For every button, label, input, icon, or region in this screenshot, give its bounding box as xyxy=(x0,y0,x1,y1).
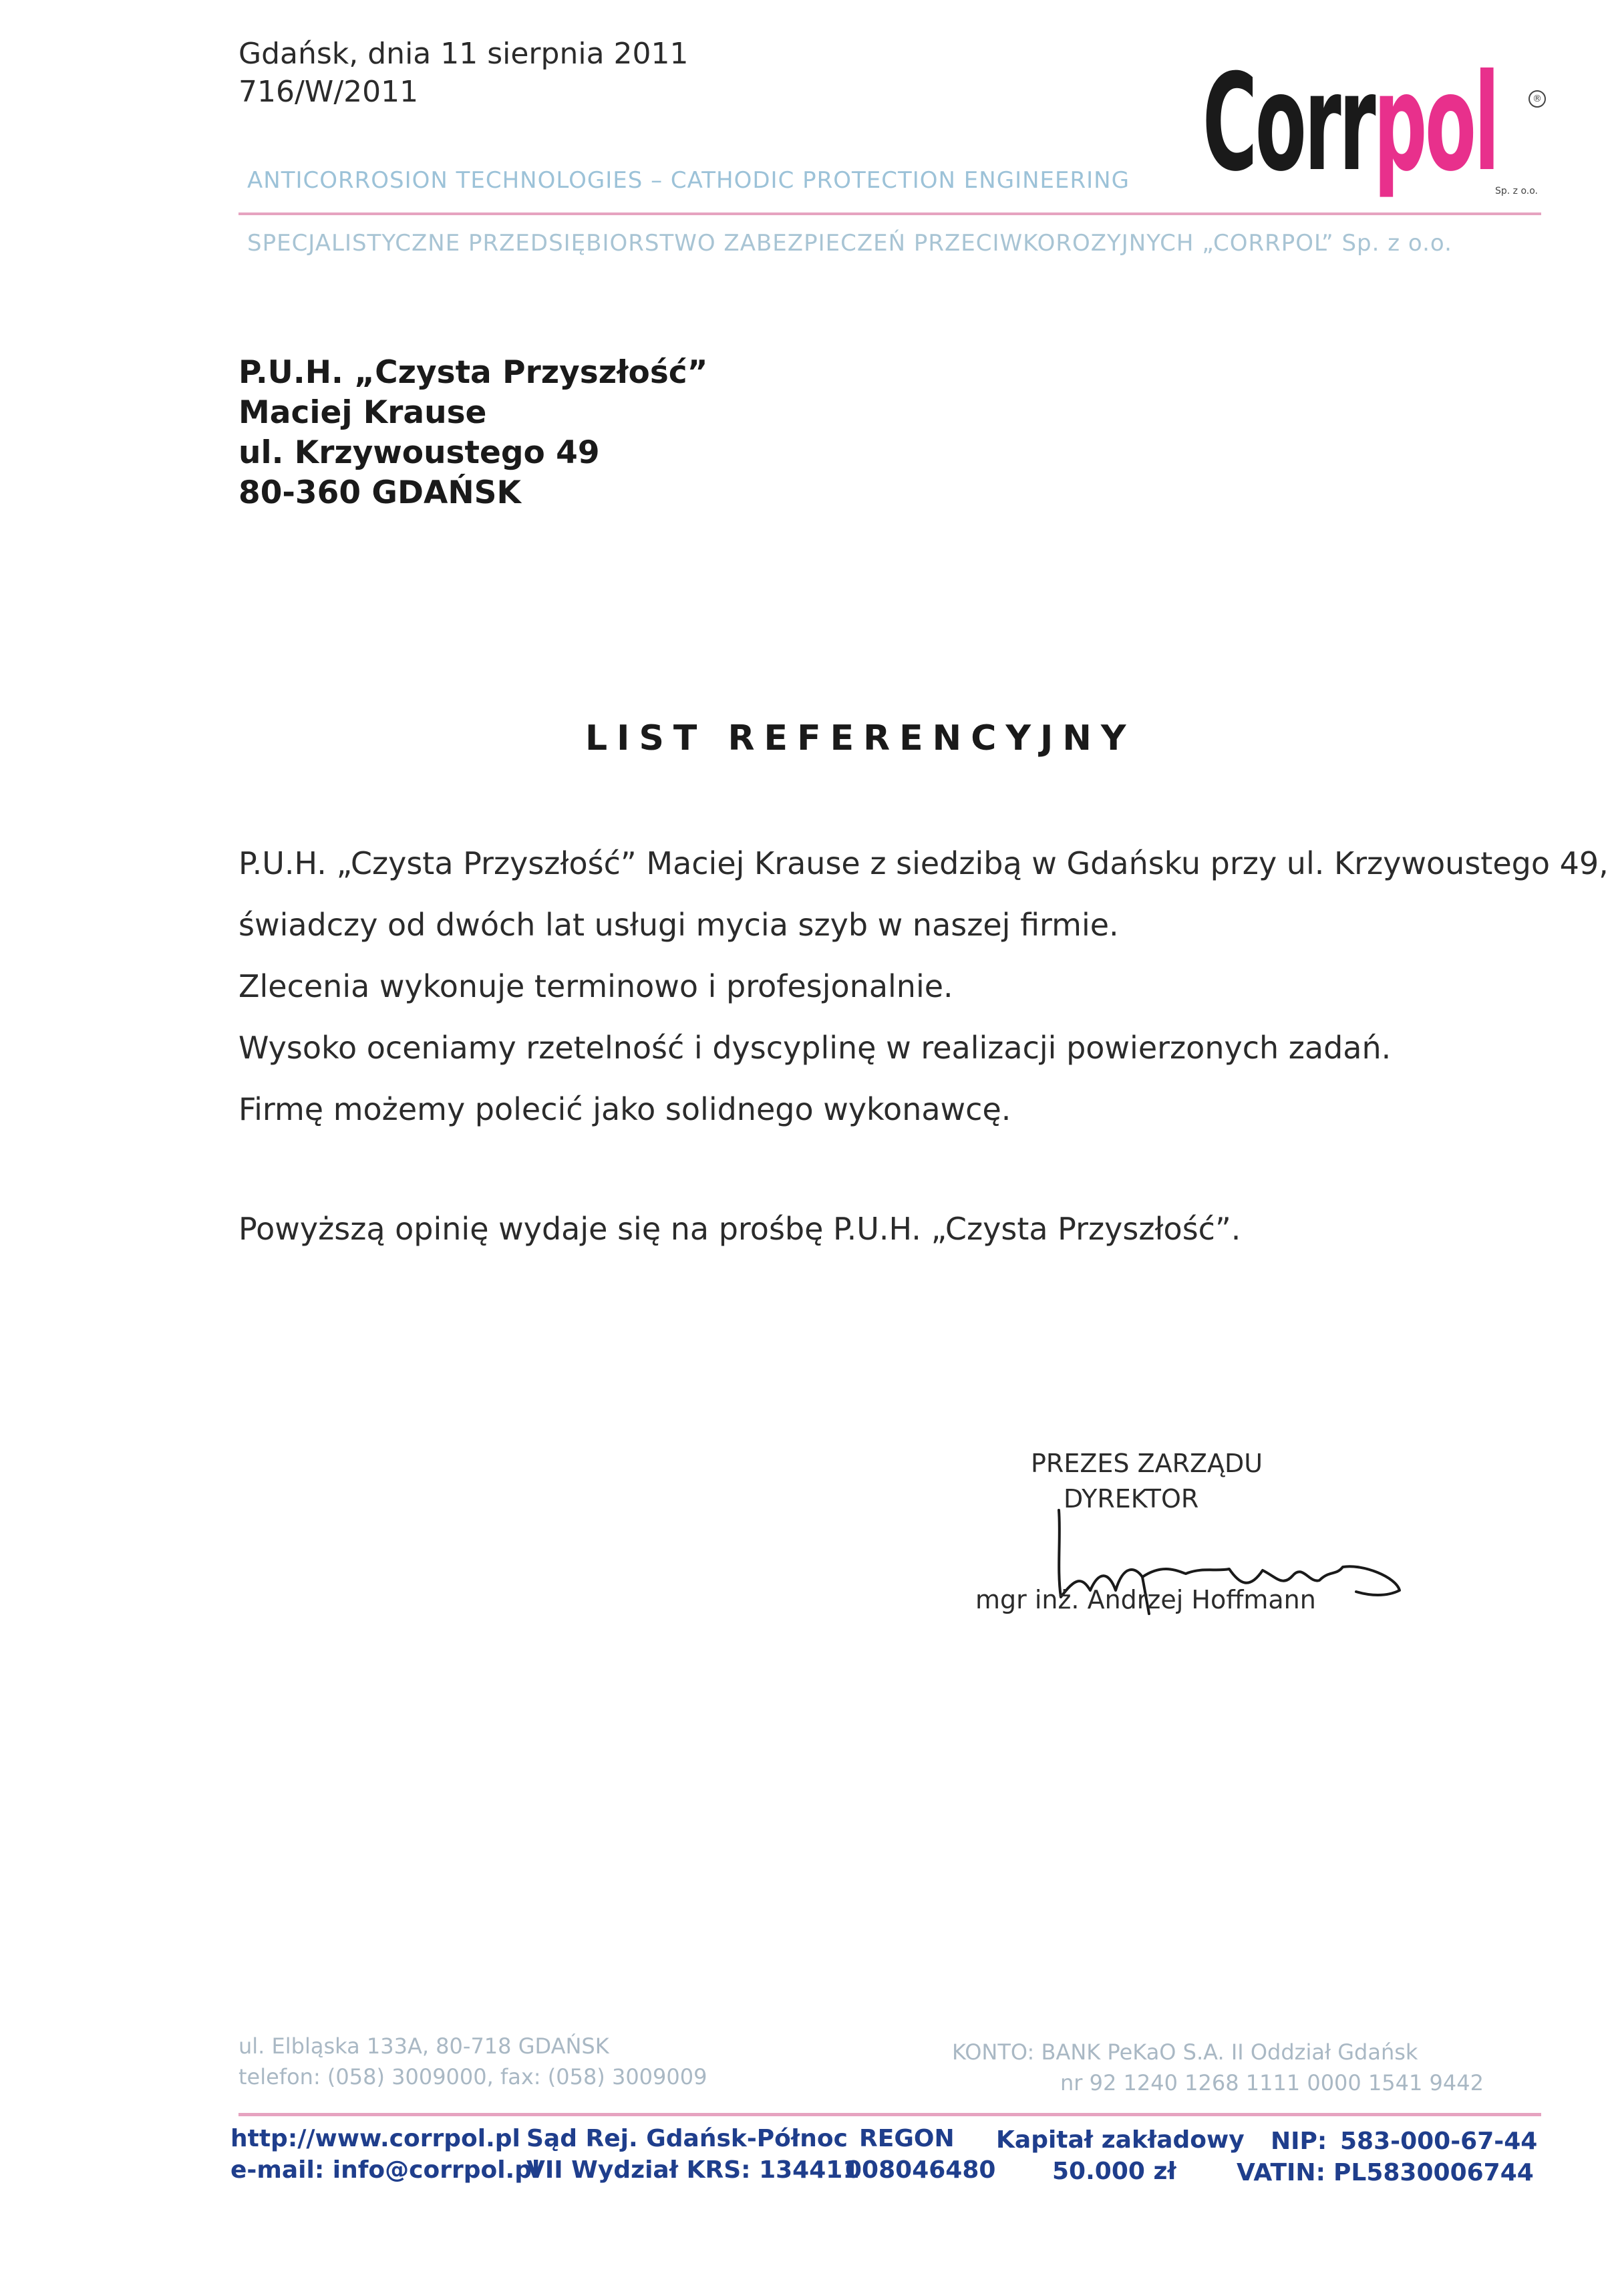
footer-vatin-label: VATIN: xyxy=(1237,2159,1325,2186)
logo-wordmark: Corrpol xyxy=(1202,45,1498,201)
registered-mark: ® xyxy=(1528,90,1546,108)
body-line: świadczy od dwóch lat usługi mycia szyb w naszej firmie. xyxy=(238,907,1119,943)
body-line: Firmę możemy polecić jako solidnego wykonawcę. xyxy=(238,1091,1011,1127)
tagline-english: ANTICORROSION TECHNOLOGIES – CATHODIC PROTECTION ENGINEERING xyxy=(247,167,1130,194)
footer-court-1: Sąd Rej. Gdańsk-Północ xyxy=(526,2125,848,2152)
reference-number: 716/W/2011 xyxy=(238,75,419,109)
recipient-name: Maciej Krause xyxy=(238,394,487,431)
recipient-street: ul. Krzywoustego 49 xyxy=(238,434,600,471)
signatory-name: mgr inż. Andrzej Hoffmann xyxy=(975,1585,1316,1614)
footer-nip-label: NIP: xyxy=(1271,2128,1327,2155)
body-line: Zlecenia wykonuje terminowo i profesjonalnie. xyxy=(238,968,953,1004)
corrpol-logo xyxy=(1196,40,1570,207)
date-line: Gdańsk, dnia 11 sierpnia 2011 xyxy=(238,37,689,71)
footer-regon-label: REGON xyxy=(859,2125,955,2152)
footer-regon-value: 008046480 xyxy=(845,2156,996,2184)
footer-website[interactable]: http://www.corrpol.pl xyxy=(230,2125,520,2152)
closing-line: Powyższą opinię wydaje się na prośbę P.U.H. „Czysta Przyszłość”. xyxy=(238,1211,1241,1247)
footer-court-2: VII Wydział KRS: 134411 xyxy=(526,2156,860,2184)
footer-vatin-value: PL5830006744 xyxy=(1333,2159,1534,2186)
footer-nip-value: 583-000-67-44 xyxy=(1340,2128,1538,2155)
footer-divider xyxy=(238,2113,1541,2116)
footer-account: nr 92 1240 1268 1111 0000 1541 9442 xyxy=(1060,2070,1484,2096)
signatory-title: DYREKTOR xyxy=(1064,1484,1199,1514)
body-line: P.U.H. „Czysta Przyszłość” Maciej Krause z siedzibą w Gdańsku przy ul. Krzywoustego 49, xyxy=(238,845,1609,881)
logo-legal-form: Sp. z o.o. xyxy=(1495,186,1539,196)
tagline-polish: SPECJALISTYCZNE PRZEDSIĘBIORSTWO ZABEZPIECZEŃ PRZECIWKOROZYJNYCH „CORRPOL” Sp. z o.o. xyxy=(247,230,1452,257)
footer-address: ul. Elbląska 133A, 80-718 GDAŃSK xyxy=(238,2033,609,2059)
header-divider xyxy=(238,212,1541,215)
footer-bank: KONTO: BANK PeKaO S.A. II Oddział Gdańsk xyxy=(952,2039,1418,2065)
signatory-role: PREZES ZARZĄDU xyxy=(1031,1449,1263,1478)
recipient-city: 80-360 GDAŃSK xyxy=(238,474,521,511)
footer-capital-label: Kapitał zakładowy xyxy=(996,2126,1245,2154)
footer-email[interactable]: e-mail: info@corrpol.pl xyxy=(230,2156,540,2184)
body-line: Wysoko oceniamy rzetelność i dyscyplinę w realizacji powierzonych zadań. xyxy=(238,1030,1392,1066)
document-title: LIST REFERENCYJNY xyxy=(585,718,1136,758)
footer-phone: telefon: (058) 3009000, fax: (058) 3009009 xyxy=(238,2064,707,2090)
recipient-company: P.U.H. „Czysta Przyszłość” xyxy=(238,354,708,391)
footer-capital-value: 50.000 zł xyxy=(1052,2158,1176,2185)
